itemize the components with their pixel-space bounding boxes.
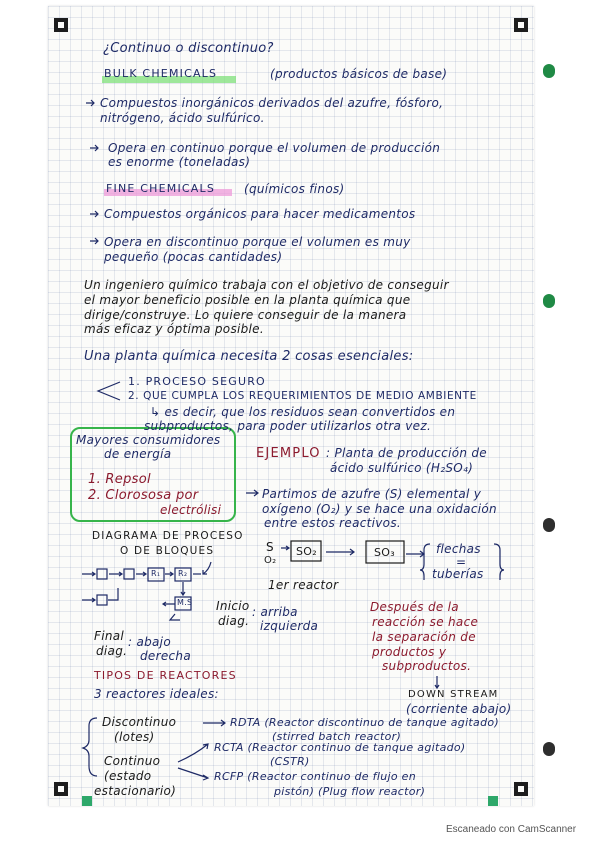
reactor-rdta-l2: (stirred batch reactor) bbox=[272, 730, 402, 743]
bulk-item1-l2: nitrógeno, ácido sulfúrico. bbox=[100, 111, 265, 125]
bulk-item1-l1: Compuestos inorgánicos derivados del azufre, fósforo, bbox=[100, 96, 444, 110]
reactors-cont-l1: Continuo bbox=[104, 754, 161, 768]
reactor-input-s: S bbox=[266, 540, 274, 554]
reactors-disc-l2: (lotes) bbox=[114, 730, 155, 744]
reactor-rdta-l1: RDTA (Reactor discontinuo de tanque agitado) bbox=[230, 716, 499, 729]
downstream-note: (corriente abajo) bbox=[406, 702, 512, 716]
diagram-final-l2: diag. bbox=[96, 644, 128, 658]
engineer-l4: más eficaz y óptima posible. bbox=[84, 322, 264, 336]
engineer-l1: Un ingeniero químico trabaja con el objetivo de conseguir bbox=[84, 278, 449, 292]
need-2: 2. QUE CUMPLA LOS REQUERIMIENTOS DE MEDIO AMBIENTE bbox=[128, 390, 477, 402]
reactor-rcta-l1: RCTA (Reactor continuo de tanque agitado) bbox=[214, 741, 466, 754]
bulk-item2-l1: Opera en continuo porque el volumen de producción bbox=[108, 141, 441, 155]
engineer-l3: dirige/construye. Lo quiere conseguir de la manera bbox=[84, 308, 407, 322]
reactor-rcfp-l1: RCFP (Reactor continuo de flujo en bbox=[214, 770, 416, 783]
reactor-rcta-l2: (CSTR) bbox=[270, 755, 310, 768]
reactor-box2: SO₃ bbox=[374, 546, 395, 559]
need-1: 1. PROCESO SEGURO bbox=[128, 375, 266, 388]
diagram-final-l1: Final bbox=[94, 629, 125, 643]
example-step-l1: Partimos de azufre (S) elemental y bbox=[262, 487, 482, 501]
fine-paren: (químicos finos) bbox=[244, 182, 345, 196]
consumers-title-l2: de energía bbox=[104, 447, 172, 461]
scanner-watermark: Escaneado con CamScanner bbox=[446, 824, 577, 835]
diagram-inicio-val-l2: izquierda bbox=[260, 619, 319, 633]
bulk-heading: BULK CHEMICALS bbox=[104, 67, 218, 80]
reactor-box1: SO₂ bbox=[296, 545, 317, 558]
after-l2: reacción se hace bbox=[372, 615, 479, 629]
example-text-l1: : Planta de producción de bbox=[326, 446, 487, 460]
fine-item2-l2: pequeño (pocas cantidades) bbox=[104, 250, 283, 264]
fine-item1: Compuestos orgánicos para hacer medicamentos bbox=[104, 207, 416, 221]
reactor-label: 1er reactor bbox=[268, 578, 339, 592]
diagram-inicio-val-l1: : arriba bbox=[252, 605, 298, 619]
flechas-eq: = bbox=[456, 555, 467, 569]
consumers-title-l1: Mayores consumidores bbox=[76, 433, 221, 447]
after-l4: productos y bbox=[372, 645, 447, 659]
plant-needs: Una planta química necesita 2 cosas esenciales: bbox=[84, 349, 414, 364]
example-text-l2: ácido sulfúrico (H₂SO₄) bbox=[330, 461, 474, 475]
need-2-sub1: ↳ es decir, que los residuos sean convertidos en bbox=[150, 405, 456, 419]
fine-item2-l1: Opera en discontinuo porque el volumen es muy bbox=[104, 235, 411, 249]
diagram-inicio-l2: diag. bbox=[218, 614, 250, 628]
diagram-ms: M.S bbox=[177, 598, 193, 607]
engineer-l2: el mayor beneficio posible en la planta química que bbox=[84, 293, 411, 307]
example-step-l2: oxígeno (O₂) y se hace una oxidación bbox=[262, 502, 497, 516]
reactors-cont-l3: estacionario) bbox=[94, 784, 177, 798]
reactors-heading: TIPOS DE REACTORES bbox=[94, 669, 237, 682]
example-label: EJEMPLO bbox=[256, 446, 321, 461]
diagram-title-l1: DIAGRAMA DE PROCESO bbox=[92, 530, 244, 542]
downstream: DOWN STREAM bbox=[408, 689, 499, 700]
consumers-item2-l2: electrólisi bbox=[160, 503, 222, 517]
tuberias: tuberías bbox=[432, 567, 484, 581]
page-title: ¿Continuo o discontinuo? bbox=[103, 41, 274, 56]
reactors-disc-l1: Discontinuo bbox=[102, 715, 177, 729]
flechas: flechas bbox=[436, 542, 481, 556]
consumers-item1: 1. Repsol bbox=[88, 472, 151, 487]
after-l5: subproductos. bbox=[382, 659, 472, 673]
reactors-cont-l2: (estado bbox=[104, 769, 152, 783]
reactor-rcfp-l2: pistón) (Plug flow reactor) bbox=[274, 785, 426, 798]
reactors-sub: 3 reactores ideales: bbox=[94, 687, 219, 701]
bulk-paren: (productos básicos de base) bbox=[270, 67, 448, 81]
after-l1: Después de la bbox=[370, 600, 459, 614]
diagram-r1: R₁ bbox=[151, 569, 161, 578]
bulk-item2-l2: es enorme (toneladas) bbox=[108, 155, 251, 169]
diagram-r2: R₂ bbox=[178, 569, 188, 578]
fine-heading: FINE CHEMICALS bbox=[106, 182, 216, 195]
example-step-l3: entre estos reactivos. bbox=[264, 516, 401, 530]
diagram-inicio-l1: Inicio bbox=[216, 599, 250, 613]
diagram-final-val-l1: : abajo bbox=[128, 635, 171, 649]
diagram-final-val-l2: derecha bbox=[140, 649, 191, 663]
diagram-title-l2: O DE BLOQUES bbox=[120, 545, 215, 557]
after-l3: la separación de bbox=[372, 630, 476, 644]
consumers-item2-l1: 2. Clorososa por bbox=[88, 488, 199, 503]
reactor-input-o2: O₂ bbox=[264, 555, 277, 566]
need-2-sub2: subproductos, para poder utilizarlos otra vez. bbox=[144, 419, 432, 433]
